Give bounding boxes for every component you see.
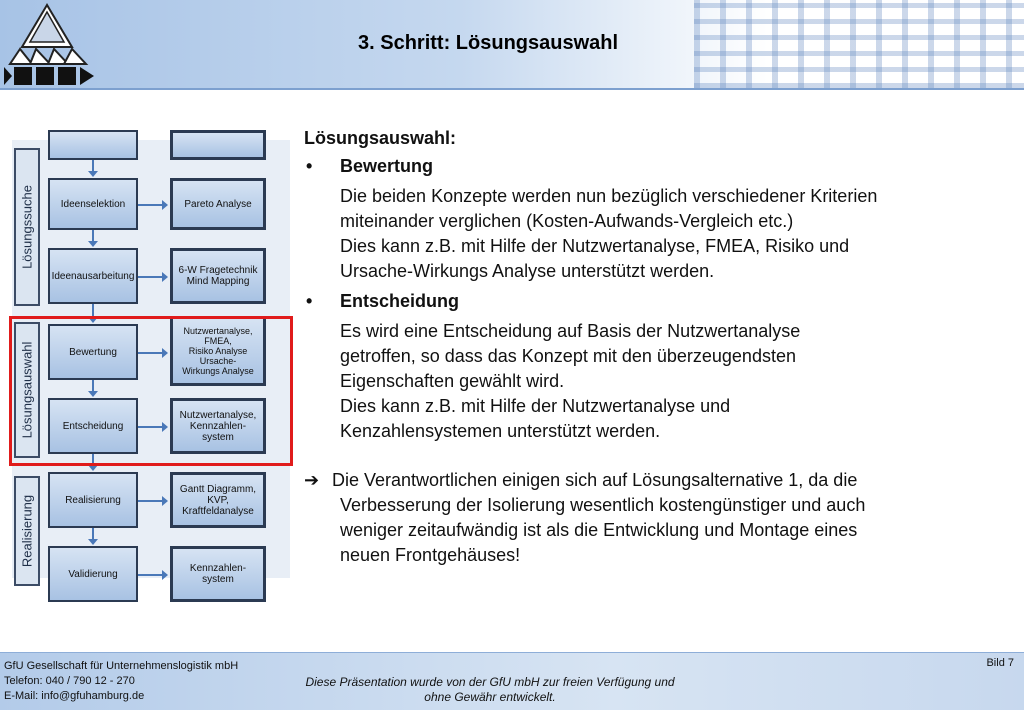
step-box-partial: [48, 130, 138, 160]
right-arrow-icon: ➔: [304, 470, 320, 490]
method-kennzahlen: [170, 546, 266, 602]
step-label: Entscheidung: [62, 420, 124, 432]
phase-label: Realisierung: [19, 494, 35, 568]
step-validierung: [48, 546, 138, 602]
method-label: Nutzwertanalyse, Kennzahlen- system: [179, 409, 257, 443]
paragraph-entscheidung: [304, 319, 994, 444]
text-line: neuen Frontgehäuses!: [340, 545, 521, 565]
step-ideenselektion: [48, 178, 138, 230]
down-arrow-icon: [92, 528, 94, 540]
company-email: E-Mail: info@gfuhamburg.de: [4, 690, 145, 702]
content-heading: Lösungsauswahl:: [304, 128, 457, 148]
step-ideenausarbeitung: [48, 248, 138, 304]
phase-loesungssuche: [14, 148, 40, 306]
text-line: getroffen, so dass das Konzept mit den überzeugendsten: [340, 346, 796, 366]
text-line: Dies kann z.B. mit Hilfe der Nutzwertanalyse und: [340, 396, 731, 416]
text-line: Ursache-Wirkungs Analyse unterstützt werden.: [340, 261, 715, 281]
header-divider: [0, 88, 1024, 90]
step-label: Validierung: [68, 568, 118, 580]
company-phone: Telefon: 040 / 790 12 - 270: [4, 675, 135, 687]
conclusion-block: [304, 468, 994, 568]
bullet-icon: •: [306, 156, 313, 176]
page-number: Bild 7: [986, 657, 1014, 669]
selection-highlight-frame: [9, 316, 293, 466]
method-gantt: [170, 472, 266, 528]
text-line: Eigenschaften gewählt wird.: [340, 371, 565, 391]
text-line: Es wird eine Entscheidung auf Basis der Nutzwertanalyse: [340, 321, 801, 341]
right-arrow-icon: [138, 574, 162, 576]
right-arrow-icon: [138, 276, 162, 278]
text-line: Diese Präsentation wurde von der GfU mbH zur freien Verfügung und: [305, 675, 675, 689]
bullet-title: Entscheidung: [340, 291, 460, 311]
disclaimer-note: [240, 675, 740, 705]
main-content: [304, 126, 994, 568]
method-pareto: [170, 178, 266, 230]
header-grid-pattern: [694, 0, 1024, 88]
text-line: Kenzahlensystemen unterstützt werden.: [340, 421, 661, 441]
gfu-logo-icon: [2, 2, 98, 88]
bullet-icon: •: [306, 291, 313, 311]
method-label: Pareto Analyse: [184, 198, 252, 210]
method-box-partial: [170, 130, 266, 160]
method-6w: [170, 248, 266, 304]
footer-band: [0, 652, 1024, 710]
bullet-bewertung: [304, 154, 994, 179]
text-line: Dies kann z.B. mit Hilfe der Nutzwertanalyse, FMEA, Risiko und: [340, 236, 850, 256]
step-label: Realisierung: [65, 494, 121, 506]
method-label: Nutzwertanalyse, FMEA, Risiko Analyse Ursache- Wirkungs Analyse: [182, 326, 254, 376]
method-label: Kennzahlen- system: [189, 563, 247, 585]
right-arrow-icon: [138, 204, 162, 206]
text-line: Die Verantwortlichen einigen sich auf Lösungsalternative 1, da die: [332, 470, 858, 490]
method-label: 6-W Fragetechnik Mind Mapping: [178, 265, 258, 287]
step-label: Bewertung: [69, 346, 117, 358]
bullet-entscheidung: [304, 289, 994, 314]
method-label: Gantt Diagramm, KVP, Kraftfeldanalyse: [179, 483, 257, 517]
paragraph-bewertung: [304, 184, 994, 284]
text-line: Die beiden Konzepte werden nun bezüglich verschiedener Kriterien: [340, 186, 878, 206]
slide-title: 3. Schritt: Lösungsauswahl: [358, 32, 619, 54]
text-line: weniger zeitaufwändig ist als die Entwicklung und Montage eines: [340, 520, 858, 540]
text-line: Verbesserung der Isolierung wesentlich kostengünstiger und auch: [340, 495, 866, 515]
text-line: miteinander verglichen (Kosten-Aufwands-Vergleich etc.): [340, 211, 794, 231]
phase-label: Lösungsauswahl: [19, 341, 35, 439]
step-label: Ideenselektion: [60, 198, 126, 210]
text-line: ohne Gewähr entwickelt.: [424, 690, 556, 704]
bullet-title: Bewertung: [340, 156, 434, 176]
company-name: GfU Gesellschaft für Unternehmenslogistik mbH: [4, 660, 239, 672]
step-label: Ideenausarbeitung: [51, 270, 135, 282]
down-arrow-icon: [92, 230, 94, 242]
phase-realisierung: [14, 476, 40, 586]
down-arrow-icon: [92, 160, 94, 172]
step-realisierung: [48, 472, 138, 528]
phase-label: Lösungssuche: [19, 185, 35, 269]
right-arrow-icon: [138, 500, 162, 502]
company-info: [4, 659, 238, 704]
